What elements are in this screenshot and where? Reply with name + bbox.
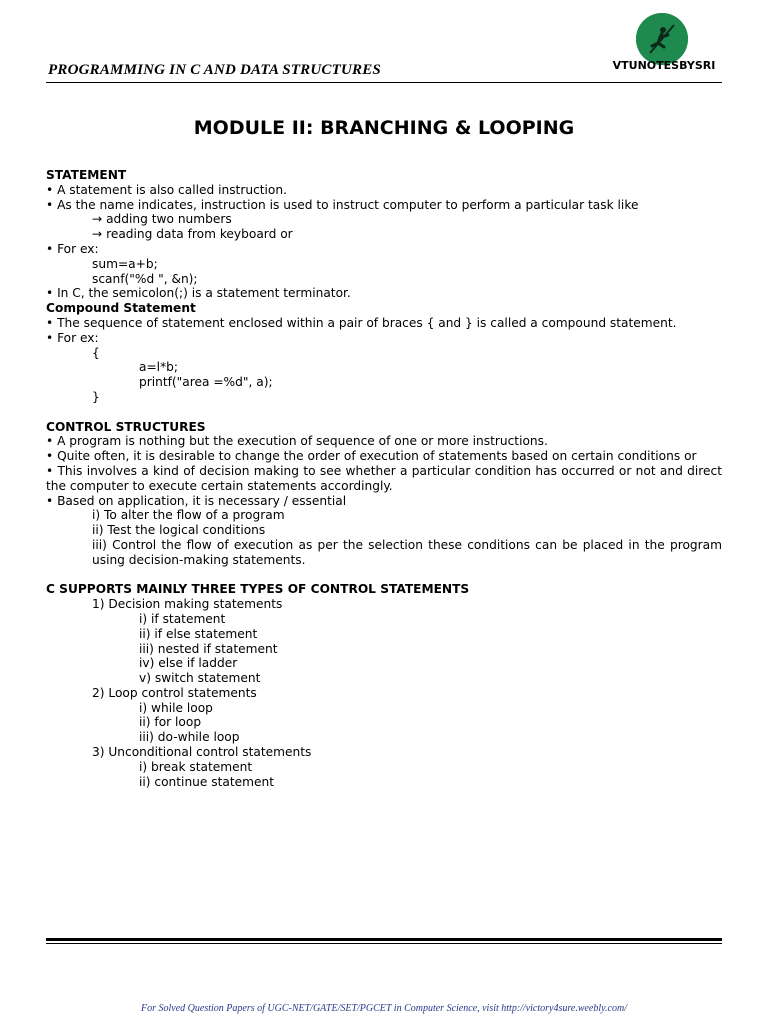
- list-item: i) while loop: [139, 700, 213, 715]
- footer-divider: [46, 938, 722, 941]
- code-line: a=l*b;: [139, 360, 179, 375]
- code-line: scanf("%d ", &n);: [92, 271, 198, 286]
- section-heading-statement: STATEMENT: [46, 168, 127, 182]
- list-item: iii) do-while loop: [139, 730, 240, 745]
- logo-text: VTUNOTESBYSRI: [612, 59, 716, 72]
- text-line: i) To alter the flow of a program: [92, 508, 285, 523]
- text-line: • The sequence of statement enclosed within a pair of braces { and } is called a compound statement.: [46, 315, 677, 330]
- text-line: • A statement is also called instruction.: [46, 182, 287, 197]
- code-line: printf("area =%d", a);: [139, 375, 273, 390]
- code-line: sum=a+b;: [92, 256, 158, 271]
- list-item: v) switch statement: [139, 671, 261, 686]
- text-line: • A program is nothing but the execution of sequence of one or more instructions.: [46, 434, 548, 449]
- list-item: iii) nested if statement: [139, 641, 278, 656]
- text-line: • For ex:: [46, 241, 99, 256]
- code-line: {: [92, 345, 100, 360]
- header-divider: [46, 82, 722, 83]
- list-item: 1) Decision making statements: [92, 597, 283, 612]
- text-line: • For ex:: [46, 330, 99, 345]
- list-item: 3) Unconditional control statements: [92, 745, 312, 760]
- section-heading-control: CONTROL STRUCTURES: [46, 419, 206, 434]
- text-line: • Based on application, it is necessary / essential: [46, 493, 347, 508]
- text-line: • As the name indicates, instruction is used to instruct computer to perform a particular task like: [46, 197, 639, 212]
- footer-divider-thin: [46, 943, 722, 944]
- section-heading-compound: Compound Statement: [46, 301, 196, 316]
- text-line: ii) Test the logical conditions: [92, 523, 266, 538]
- list-item: iv) else if ladder: [139, 656, 238, 671]
- module-title: MODULE II: BRANCHING & LOOPING: [193, 117, 575, 139]
- text-line: • Quite often, it is desirable to change the order of execution of statements based on certain conditions or: [46, 449, 697, 464]
- list-item: ii) if else statement: [139, 626, 258, 641]
- list-item: ii) continue statement: [139, 774, 275, 789]
- header-title: PROGRAMMING IN C AND DATA STRUCTURES: [48, 62, 381, 78]
- footer-link-text[interactable]: For Solved Question Papers of UGC-NET/GATE/SET/PGCET in Computer Science, visit http://victory4sure.weebly.com/: [141, 1003, 627, 1014]
- section-heading-types: C SUPPORTS MAINLY THREE TYPES OF CONTROL STATEMENTS: [46, 582, 470, 597]
- list-item: i) break statement: [139, 759, 253, 774]
- text-line: iii) Control the flow of execution as per the selection these conditions can be placed in the program using decision-making statements.: [92, 537, 722, 567]
- list-item: ii) for loop: [139, 715, 202, 730]
- text-line: → adding two numbers: [92, 212, 232, 227]
- list-item: i) if statement: [139, 611, 226, 626]
- document-body: [46, 168, 722, 789]
- text-line: → reading data from keyboard or: [92, 227, 293, 242]
- text-line: • In C, the semicolon(;) is a statement terminator.: [46, 286, 351, 301]
- code-line: }: [92, 389, 100, 404]
- text-line: • This involves a kind of decision making to see whether a particular condition has occurred or not and direct the computer to execute certain statements accordingly.: [46, 463, 722, 493]
- logo-icon: [636, 13, 688, 65]
- list-item: 2) Loop control statements: [92, 685, 257, 700]
